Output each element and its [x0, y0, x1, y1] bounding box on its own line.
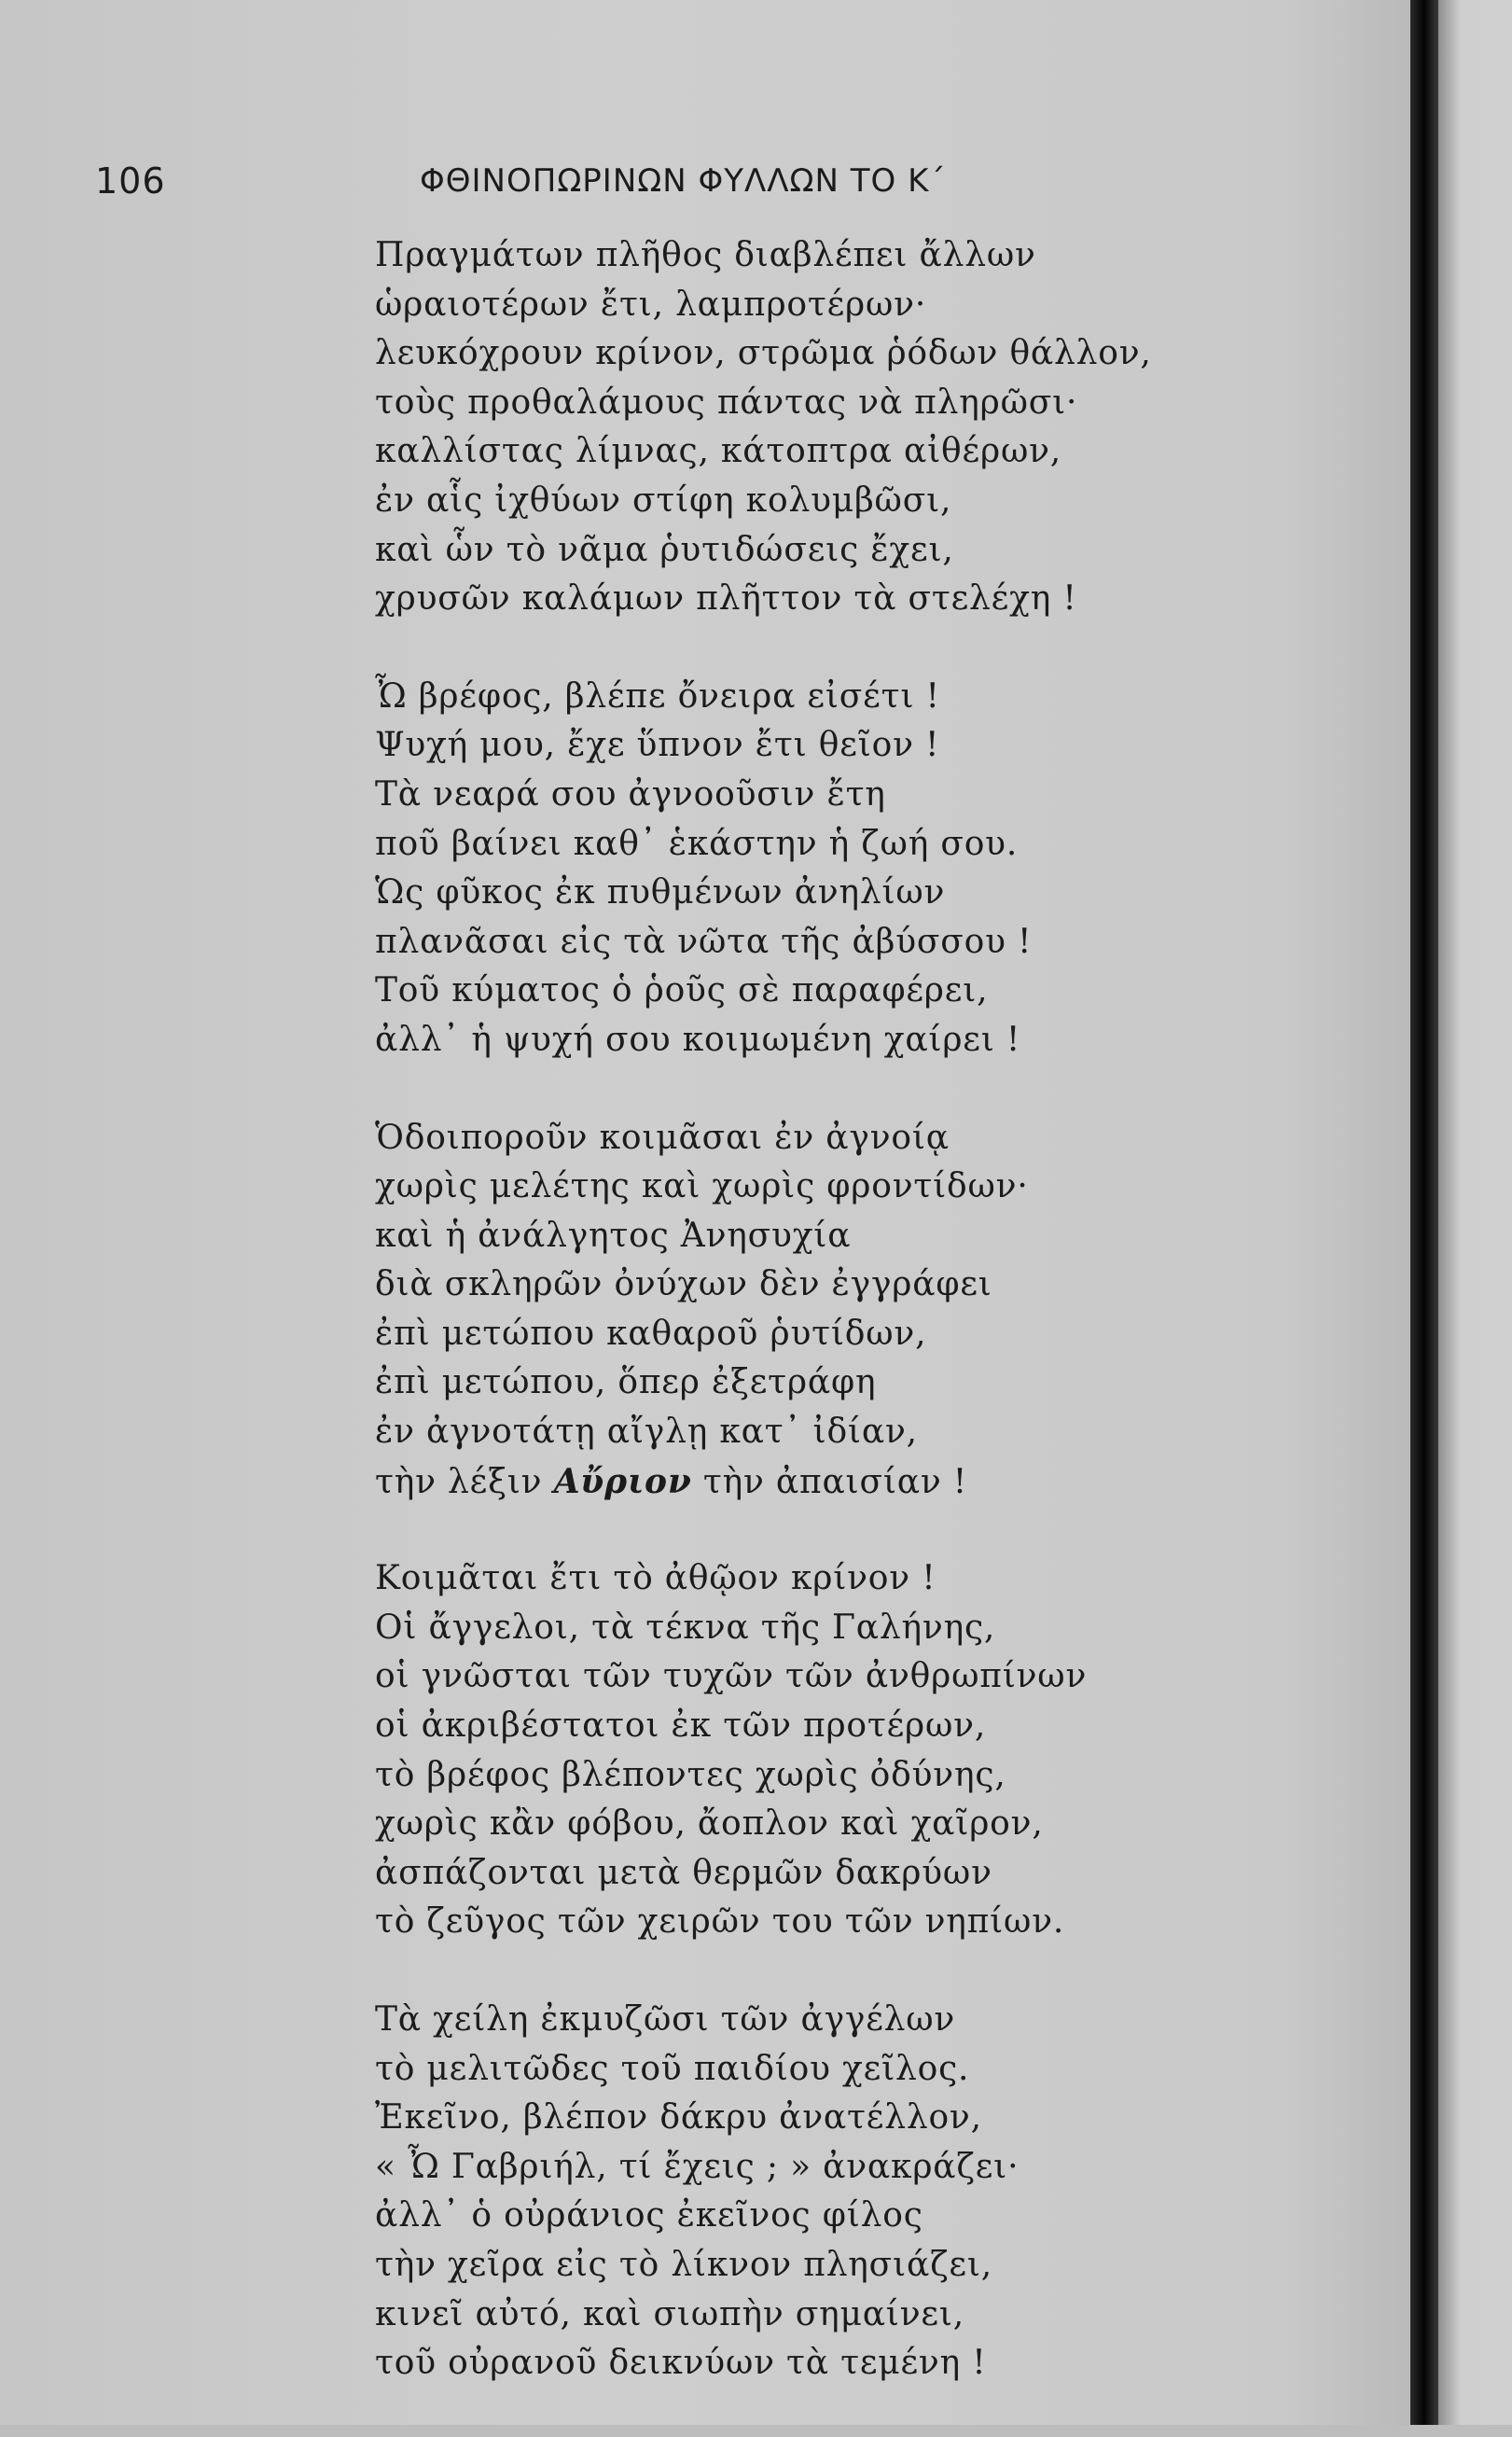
poem-line: τὴν χεῖρα εἰς τὸ λίκνον πλησιάζει, [375, 2245, 992, 2284]
poem-line: ὡραιοτέρων ἔτι, λαμπροτέρων· [375, 285, 927, 324]
poem-line: καὶ ἡ ἀνάλγητος Ἀνησυχία [375, 1216, 852, 1255]
poem-line: Τὰ χείλη ἐκμυζῶσι τῶν ἀγγέλων [375, 2000, 956, 2039]
stanza-4 [375, 1554, 1382, 1947]
line-text-after: τὴν ἀπαισίαν ! [691, 1462, 968, 1501]
poem-line: τὸ μελιτῶδες τοῦ παιδίου χεῖλος. [375, 2049, 970, 2088]
stanza-3 [375, 1114, 1382, 1507]
poem-line: ἐν αἷς ἰχθύων στίφη κολυμβῶσι, [375, 480, 952, 520]
poem-line: Ψυχή μου, ἔχε ὕπνον ἔτι θεῖον ! [375, 726, 940, 765]
stanza-2 [375, 673, 1382, 1065]
poem-line: Τοῦ κύματος ὁ ῥοῦς σὲ παραφέρει, [375, 971, 989, 1010]
poem-line: Τὰ νεαρά σου ἀγνοοῦσιν ἔτη [375, 774, 886, 814]
poem-line: Ἐκεῖνο, βλέπον δάκρυ ἀνατέλλον, [375, 2098, 982, 2138]
poem-line: ποῦ βαίνει καθ᾿ ἑκάστην ἡ ζωή σου. [375, 824, 1019, 863]
poem-line: Ὡς φῦκος ἐκ πυθμένων ἀνηλίων [375, 873, 946, 912]
poem-line-with-emphasis [375, 1457, 1382, 1507]
poem-line: Πραγμάτων πλῆθος διαβλέπει ἄλλων [375, 236, 1036, 274]
poem-line: κινεῖ αὐτό, καὶ σιωπὴν σημαίνει, [375, 2294, 965, 2333]
poem-line: Ὁδοιποροῦν κοιμᾶσαι ἐν ἀγνοίᾳ [375, 1118, 950, 1157]
poem-line: πλανᾶσαι εἰς τὰ νῶτα τῆς ἀβύσσου ! [375, 922, 1033, 961]
facing-page-edge [1438, 0, 1512, 2425]
page-header [0, 160, 1306, 213]
poem-line: καλλίστας λίμνας, κάτοπτρα αἰθέρων, [375, 432, 1062, 471]
poem-line: οἱ γνῶσται τῶν τυχῶν τῶν ἀνθρωπίνων [375, 1657, 1088, 1696]
poem-line: καὶ ὧν τὸ νᾶμα ῥυτιδώσεις ἔχει, [375, 530, 954, 569]
poem-line: ἐπὶ μετώπου καθαροῦ ῥυτίδων, [375, 1314, 927, 1353]
poem-line: χρυσῶν καλάμων πλῆττον τὰ στελέχη ! [375, 579, 1077, 619]
poem-line: τοὺς προθαλάμους πάντας νὰ πληρῶσι· [375, 383, 1078, 422]
poem-line: ἐπὶ μετώπου, ὅπερ ἐξετράφη [375, 1363, 877, 1402]
poem-line: λευκόχρουν κρίνον, στρῶμα ῥόδων θάλλον, [375, 334, 1152, 373]
poem-line: ἀλλ᾿ ὁ οὐράνιος ἐκεῖνος φίλος [375, 2196, 923, 2235]
line-text-before: τὴν λέξιν [375, 1462, 554, 1501]
poem-line: οἱ ἀκριβέστατοι ἐκ τῶν προτέρων, [375, 1706, 987, 1746]
poem-line: τοῦ οὐρανοῦ δεικνύων τὰ τεμένη ! [375, 2344, 987, 2383]
emphasized-word: Αὔριον [553, 1461, 692, 1501]
poem-line: Κοιμᾶται ἔτι τὸ ἀθῷον κρίνον ! [375, 1559, 936, 1598]
poem-line: χωρὶς κἂν φόβου, ἄοπλον καὶ χαῖρον, [375, 1804, 1044, 1844]
poem-line: διὰ σκληρῶν ὀνύχων δὲν ἐγγράφει [375, 1265, 992, 1304]
poem-line: ἐν ἀγνοτάτῃ αἴγλῃ κατ᾿ ἰδίαν, [375, 1413, 918, 1452]
running-title: ΦΘΙΝΟΠΩΡΙΝΩΝ ΦΥΛΛΩΝ ΤΟ Κ΄ [420, 162, 947, 200]
page-number: 106 [95, 160, 166, 202]
poem-line: τὸ βρέφος βλέποντες χωρὶς ὀδύνης, [375, 1755, 1006, 1794]
poem-text [375, 231, 1382, 2437]
poem-line: Οἱ ἄγγελοι, τὰ τέκνα τῆς Γαλήνης, [375, 1608, 996, 1647]
poem-line: ἀλλ᾿ ἡ ψυχή σου κοιμωμένη χαίρει ! [375, 1020, 1021, 1059]
book-spine-shadow [1410, 0, 1438, 2425]
poem-line: χωρὶς μελέτης καὶ χωρὶς φροντίδων· [375, 1167, 1029, 1206]
poem-line: « Ὦ Γαβριήλ, τί ἔχεις ; » ἀνακράζει· [375, 2147, 1020, 2186]
poem-line: τὸ ζεῦγος τῶν χειρῶν του τῶν νηπίων. [375, 1902, 1065, 1942]
poem-line: ἀσπάζονται μετὰ θερμῶν δακρύων [375, 1853, 992, 1892]
stanza-1 [375, 231, 1382, 624]
poem-line: Ὦ βρέφος, βλέπε ὄνειρα εἰσέτι ! [375, 676, 940, 716]
stanza-5 [375, 1996, 1382, 2388]
